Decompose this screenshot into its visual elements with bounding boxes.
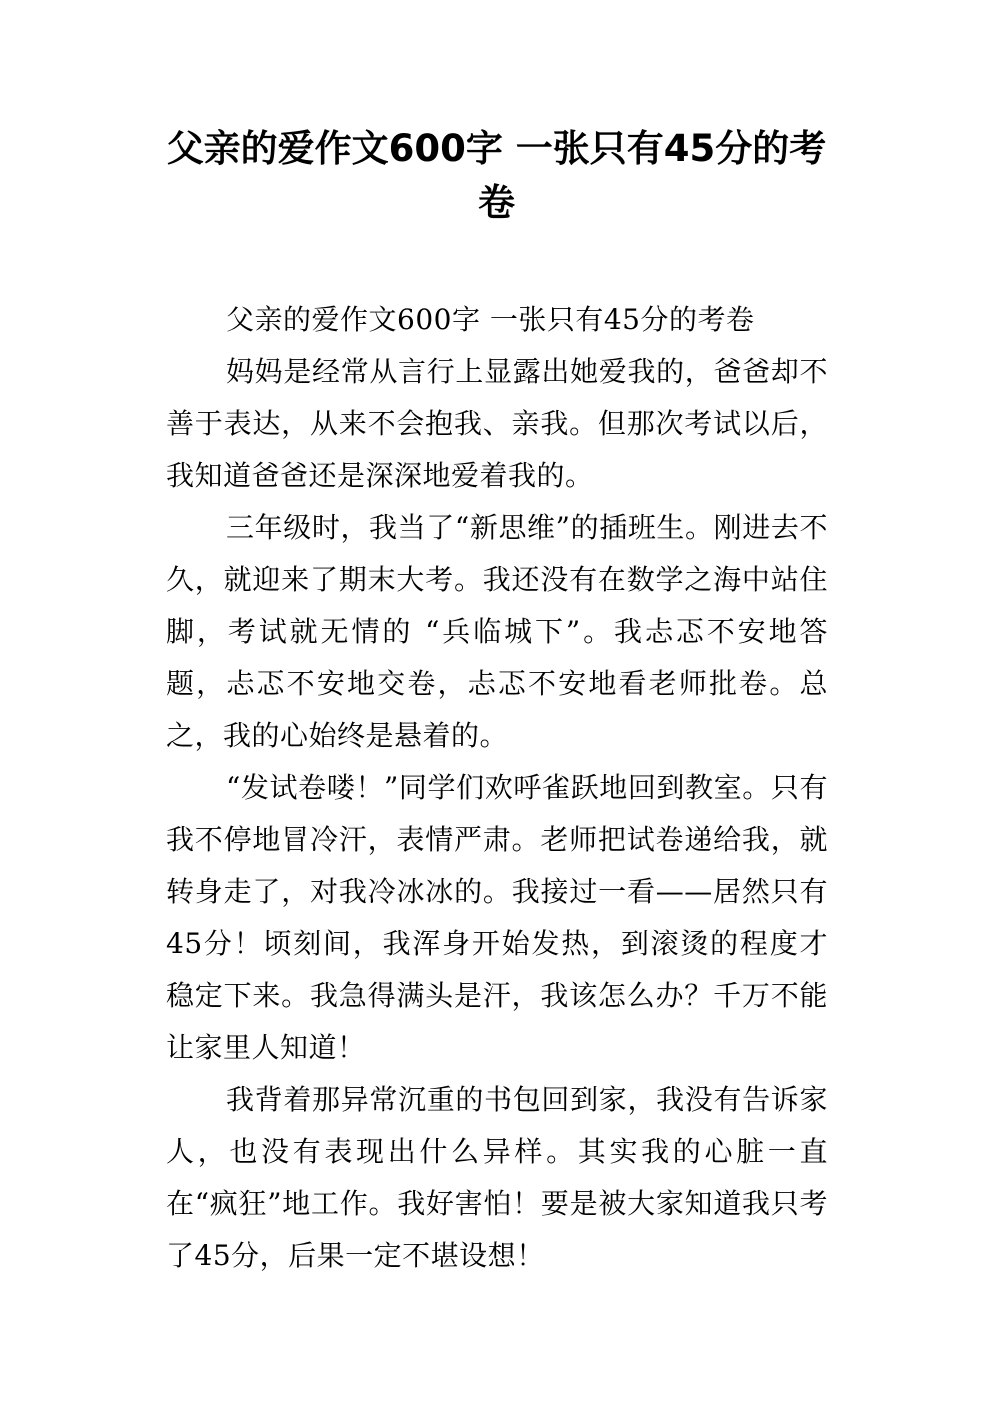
paragraph: 三年级时，我当了“新思维”的插班生。刚进去不久，就迎来了期末大考。我还没有在数学之海中站住脚，考试就无情的 “兵临城下”。我忐忑不安地答题，忐忑不安地交卷，忐忑不安地看老师批卷。总之，我的心始终是悬着的。 [166, 511, 828, 752]
document-title: 父亲的爱作文600字 一张只有45分的考卷 [166, 127, 827, 224]
document-body [166, 294, 828, 1282]
paragraph-subtitle: 父亲的爱作文600字 一张只有45分的考卷 [226, 303, 755, 336]
paragraph: 妈妈是经常从言行上显露出她爱我的，爸爸却不善于表达，从来不会抱我、亲我。但那次考试以后，我知道爸爸还是深深地爱着我的。 [166, 355, 828, 492]
paragraph: “发试卷喽！”同学们欢呼雀跃地回到教室。只有我不停地冒冷汗，表情严肃。老师把试卷递给我，就转身走了，对我冷冰冰的。我接过一看——居然只有45分！顷刻间，我浑身开始发热，到滚烫的程度才稳定下来。我急得满头是汗，我该怎么办？千万不能让家里人知道！ [166, 771, 828, 1064]
paragraph: 我背着那异常沉重的书包回到家，我没有告诉家人，也没有表现出什么异样。其实我的心脏一直在“疯狂”地工作。我好害怕！要是被大家知道我只考了45分，后果一定不堪设想！ [166, 1083, 828, 1272]
